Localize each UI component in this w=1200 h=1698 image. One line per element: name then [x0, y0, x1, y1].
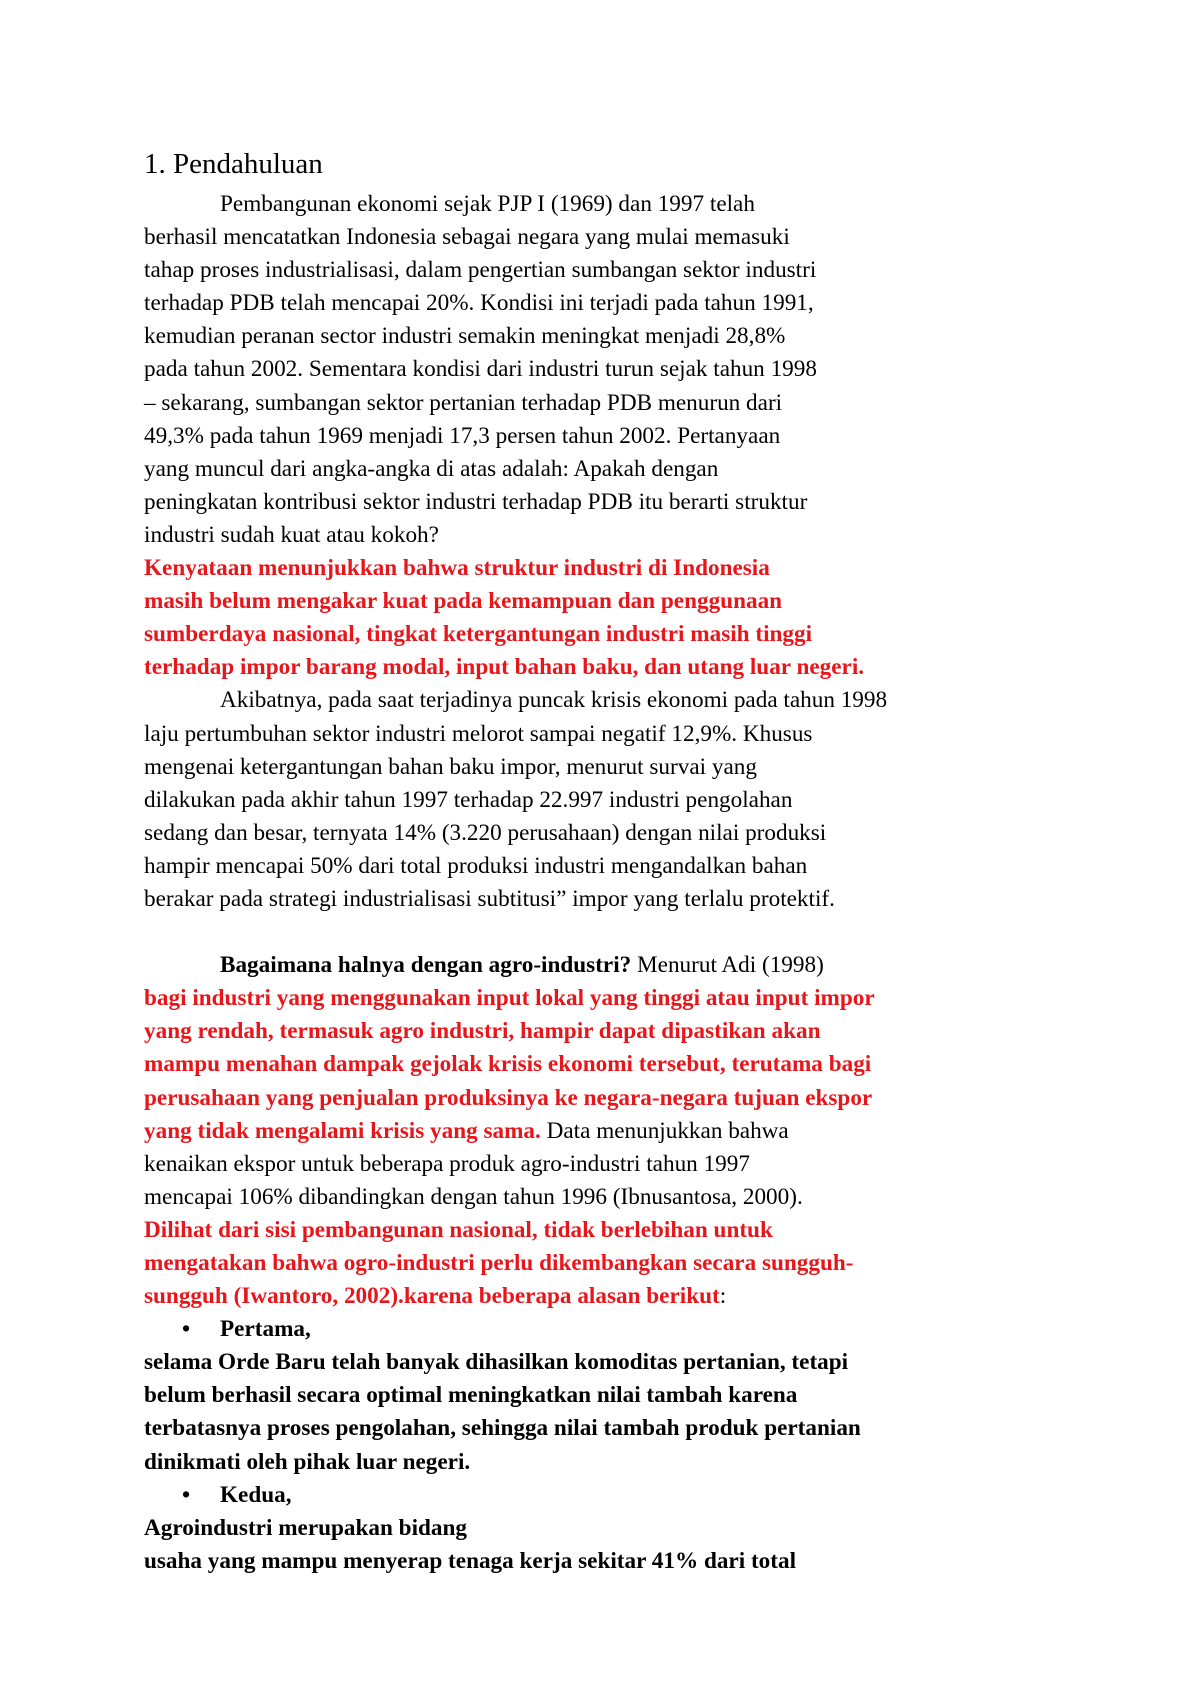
text-line: – sekarang, sumbangan sektor pertanian terhadap PDB menurun dari: [144, 389, 783, 416]
bullet-label: Kedua,: [220, 1481, 292, 1508]
highlight-line: Kenyataan menunjukkan bahwa struktur industri di Indonesia: [144, 555, 770, 582]
plain-span: :: [719, 1283, 727, 1310]
text-line: Agroindustri merupakan bidang: [144, 1514, 467, 1541]
text-line: pada tahun 2002. Sementara kondisi dari industri turun sejak tahun 1998: [144, 356, 817, 383]
text-line: mengenai ketergantungan bahan baku impor, menurut survai yang: [144, 753, 757, 780]
section-heading: 1. Pendahuluan: [144, 148, 323, 180]
highlight-line: terhadap impor barang modal, input bahan baku, dan utang luar negeri.: [144, 654, 865, 681]
text-line: kemudian peranan sector industri semakin meningkat menjadi 28,8%: [144, 323, 786, 350]
highlight-line: sumberdaya nasional, tingkat ketergantungan industri masih tinggi: [144, 621, 813, 648]
text-line: [144, 1280, 1064, 1313]
text-line: [144, 1115, 1064, 1148]
highlight-line: mengatakan bahwa ogro-industri perlu dikembangkan secara sungguh-: [144, 1250, 854, 1276]
text-line: dinikmati oleh pihak luar negeri.: [144, 1448, 471, 1475]
text-line: berakar pada strategi industrialisasi subtitusi” impor yang terlalu protektif.: [144, 885, 835, 912]
text-line: peningkatan kontribusi sektor industri terhadap PDB itu berarti struktur: [144, 488, 808, 515]
highlight-line: bagi industri yang menggunakan input lokal yang tinggi atau input impor: [144, 985, 875, 1012]
body-text: [144, 188, 1064, 1578]
bullet-icon: •: [182, 1316, 191, 1343]
text-line: dilakukan pada akhir tahun 1997 terhadap 22.997 industri pengolahan: [144, 786, 793, 813]
highlight-span: sungguh (Iwantoro, 2002).karena beberapa alasan berikut: [144, 1283, 720, 1310]
text-line: mencapai 106% dibandingkan dengan tahun 1996 (Ibnusantosa, 2000).: [144, 1183, 803, 1210]
text-line: industri sudah kuat atau kokoh?: [144, 521, 439, 548]
text-line: usaha yang mampu menyerap tenaga kerja sekitar 41% dari total: [144, 1547, 797, 1574]
text-line: terbatasnya proses pengolahan, sehingga nilai tambah produk pertanian: [144, 1415, 861, 1442]
text-line: yang muncul dari angka-angka di atas adalah: Apakah dengan: [144, 455, 719, 482]
highlight-line: mampu menahan dampak gejolak krisis ekonomi tersebut, terutama bagi: [144, 1051, 872, 1078]
text-line: Akibatnya, pada saat terjadinya puncak krisis ekonomi pada tahun 1998: [220, 687, 888, 714]
bullet-icon: •: [182, 1481, 191, 1508]
text-line: sedang dan besar, ternyata 14% (3.220 perusahaan) dengan nilai produksi: [144, 819, 827, 846]
text-line: tahap proses industrialisasi, dalam pengertian sumbangan sektor industri: [144, 257, 817, 284]
plain-span: Data menunjukkan bahwa: [540, 1117, 789, 1144]
lead-rest: Menurut Adi (1998): [631, 952, 824, 979]
text-line: belum berhasil secara optimal meningkatkan nilai tambah karena: [144, 1382, 798, 1409]
blank-line: [144, 916, 1064, 949]
bullet-item-pertama: [144, 1313, 1064, 1346]
text-line: terhadap PDB telah mencapai 20%. Kondisi ini terjadi pada tahun 1991,: [144, 290, 814, 317]
text-line: berhasil mencatatkan Indonesia sebagai negara yang mulai memasuki: [144, 224, 790, 251]
highlight-line: masih belum mengakar kuat pada kemampuan dan penggunaan: [144, 588, 783, 615]
text-line: selama Orde Baru telah banyak dihasilkan komoditas pertanian, tetapi: [144, 1349, 849, 1376]
bullet-item-kedua: [144, 1479, 1064, 1512]
text-line: kenaikan ekspor untuk beberapa produk agro-industri tahun 1997: [144, 1150, 750, 1177]
highlight-span: yang tidak mengalami krisis yang sama.: [144, 1117, 541, 1144]
bold-lead: Bagaimana halnya dengan agro-industri?: [220, 952, 632, 979]
highlight-line: perusahaan yang penjualan produksinya ke negara-negara tujuan ekspor: [144, 1084, 873, 1111]
text-line: 49,3% pada tahun 1969 menjadi 17,3 persen tahun 2002. Pertanyaan: [144, 422, 781, 449]
text-line: Pembangunan ekonomi sejak PJP I (1969) dan 1997 telah: [220, 191, 755, 217]
text-line: laju pertumbuhan sektor industri melorot sampai negatif 12,9%. Khusus: [144, 720, 813, 747]
highlight-line: Dilihat dari sisi pembangunan nasional, tidak berlebihan untuk: [144, 1216, 773, 1243]
text-line: hampir mencapai 50% dari total produksi industri mengandalkan bahan: [144, 852, 808, 879]
bullet-label: Pertama,: [220, 1316, 311, 1343]
highlight-line: yang rendah, termasuk agro industri, hampir dapat dipastikan akan: [144, 1018, 821, 1045]
text-line: [144, 949, 1064, 982]
